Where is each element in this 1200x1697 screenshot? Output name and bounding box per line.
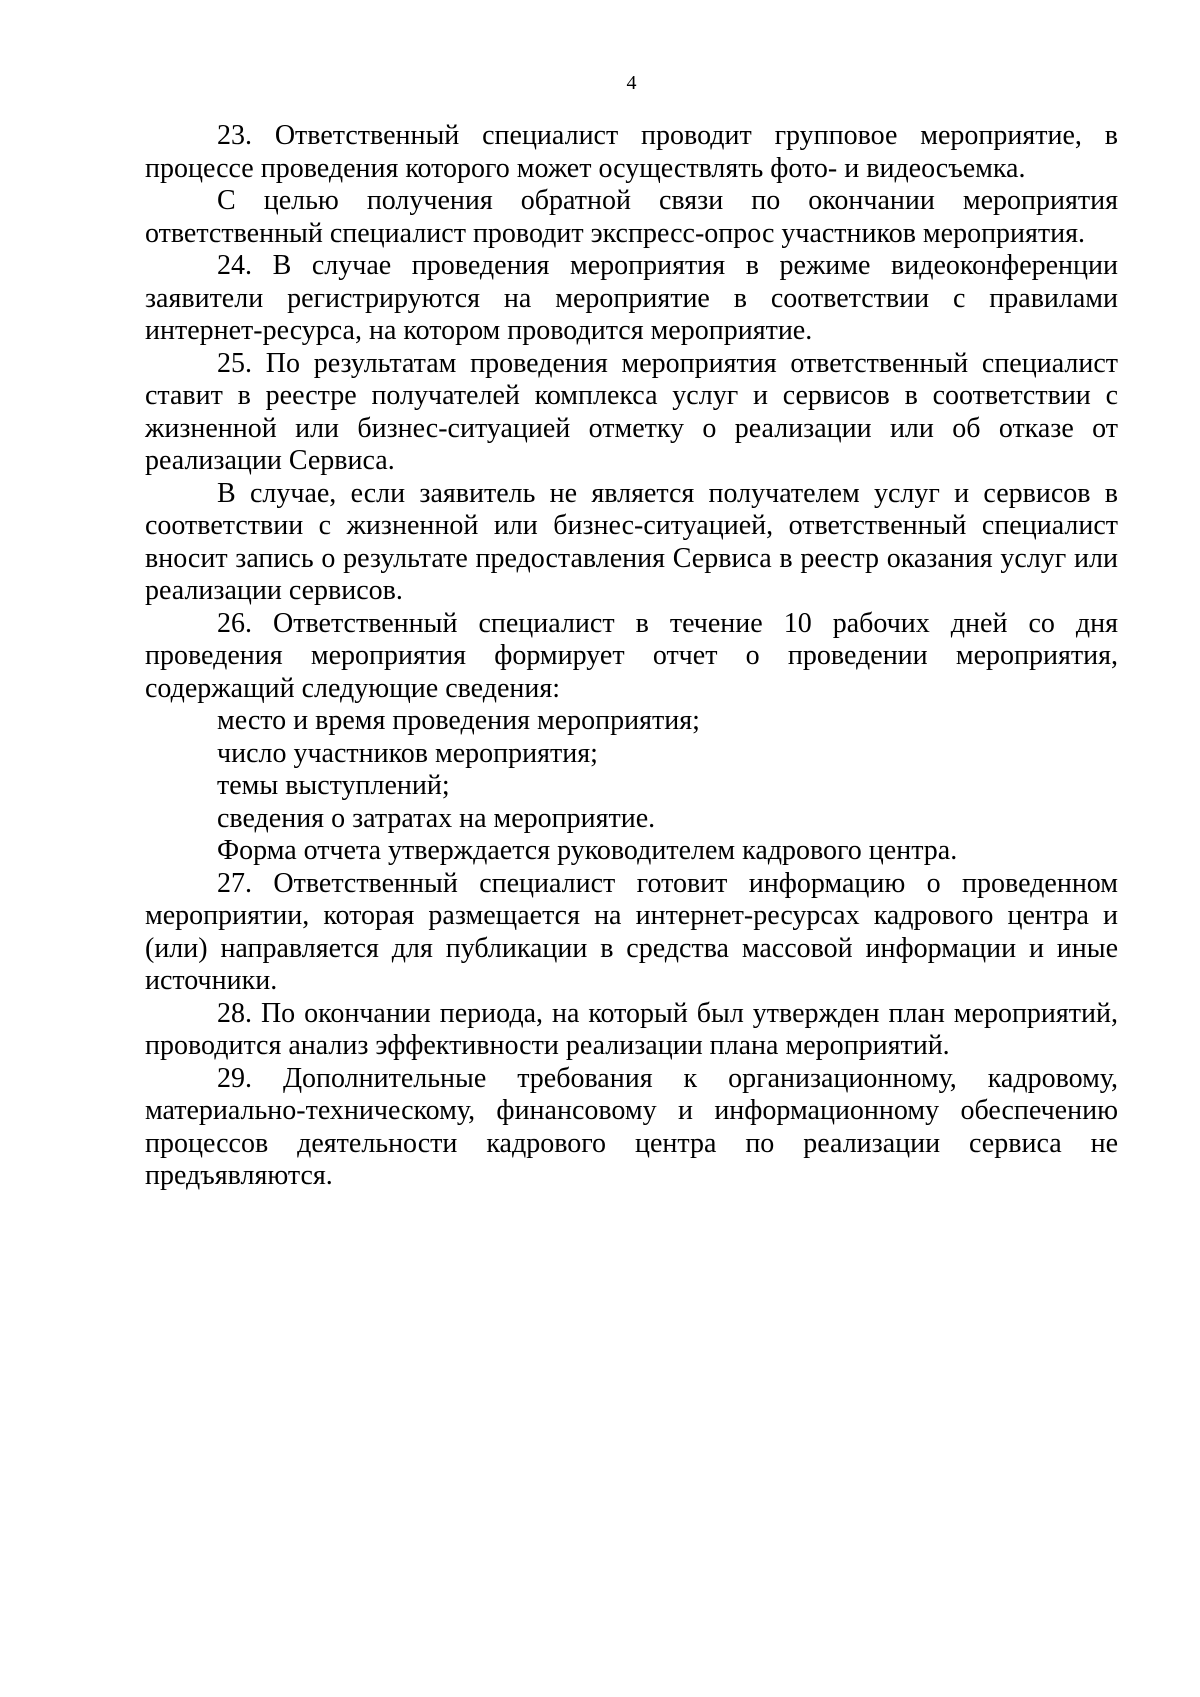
paragraph-25: 25. По результатам проведения мероприятия ответственный специалист ставит в реестре получателей комплекса услуг и сервисов в соответствии с жизненной или бизнес-ситуацией отметку о реализации или об отказе от реализации Сервиса. <box>145 347 1118 476</box>
paragraph-24: 24. В случае проведения мероприятия в режиме видеоконференции заявители регистрируются на мероприятие в соответствии с правилами интернет-ресурса, на котором проводится мероприятие. <box>145 250 1118 346</box>
paragraph-feedback: С целью получения обратной связи по окончании мероприятия ответственный специалист проводит экспресс-опрос участников мероприятия. <box>145 185 1118 249</box>
report-item-topics: темы выступлений; <box>217 770 450 801</box>
document-body <box>145 120 1118 1193</box>
paragraph-27: 27. Ответственный специалист готовит информацию о проведенном мероприятии, которая размещается на интернет-ресурсах кадрового центра и (или) направляется для публикации в средства массовой информации и иные источники. <box>145 867 1118 996</box>
paragraph-26: 26. Ответственный специалист в течение 10 рабочих дней со дня проведения мероприятия формирует отчет о проведении мероприятия, содержащий следующие сведения: <box>145 607 1118 704</box>
paragraph-23: 23. Ответственный специалист проводит групповое мероприятие, в процессе проведения которого может осуществлять фото- и видеосъемка. <box>145 120 1118 184</box>
report-item-participants: число участников мероприятия; <box>217 737 598 769</box>
paragraph-report-form: Форма отчета утверждается руководителем кадрового центра. <box>217 835 958 866</box>
page-number: 4 <box>626 72 637 94</box>
report-item-place-time: место и время проведения мероприятия; <box>217 705 700 736</box>
paragraph-registry-note: В случае, если заявитель не является получателем услуг и сервисов в соответствии с жизненной или бизнес-ситуацией, ответственный специалист вносит запись о результате предоставления Сервиса в реестр оказания услуг или реализации сервисов. <box>145 477 1118 606</box>
report-item-costs: сведения о затратах на мероприятие. <box>217 802 656 834</box>
paragraph-29: 29. Дополнительные требования к организационному, кадровому, материально-техническому, финансовому и информационному обеспечению процессов деятельности кадрового центра по реализации сервиса не предъявляются. <box>145 1062 1118 1191</box>
paragraph-28: 28. По окончании периода, на который был утвержден план мероприятий, проводится анализ эффективности реализации плана мероприятий. <box>145 997 1118 1061</box>
